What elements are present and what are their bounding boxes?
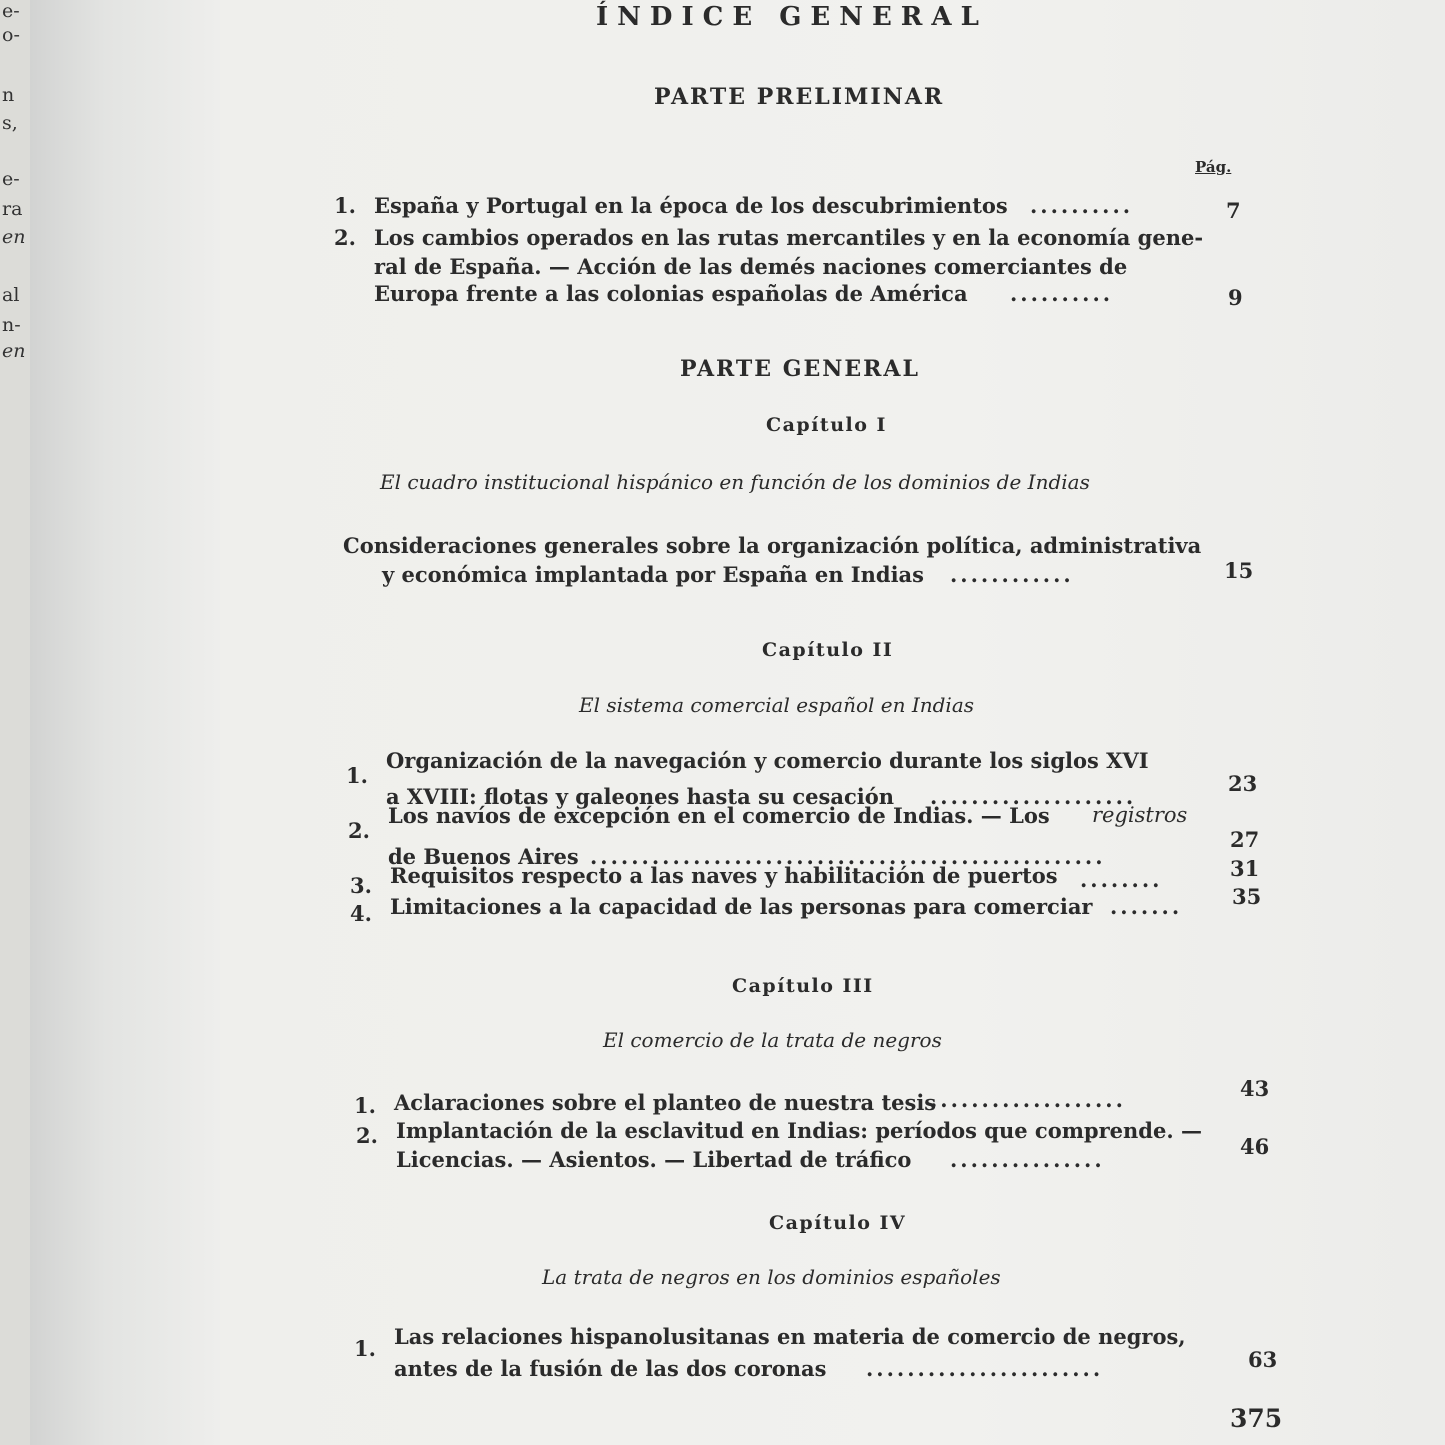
entry-text: Consideraciones generales sobre la organización política, administrativa [343, 533, 1202, 558]
entry-number: 1. [346, 763, 368, 788]
chapter-label: Capítulo III [732, 975, 874, 997]
leader-dots: ....... [1110, 894, 1183, 919]
entry-number: 2. [334, 225, 356, 250]
facing-page-fragment: n [2, 84, 15, 106]
leader-dots: ....................... [866, 1356, 1104, 1381]
entry-text: de Buenos Aires [388, 844, 579, 869]
chapter-subtitle: La trata de negros en los dominios españoles [542, 1265, 1001, 1289]
facing-page-fragment: o- [2, 24, 20, 46]
entry-number: 3. [350, 873, 372, 898]
page-ref: 35 [1232, 884, 1262, 909]
entry-number: 1. [334, 193, 356, 218]
entry-text: Implantación de la esclavitud en Indias: períodos que comprende. — [396, 1118, 1202, 1143]
facing-page-edge [0, 0, 30, 1445]
leader-dots: ............... [950, 1147, 1105, 1172]
entry-number: 2. [356, 1123, 378, 1148]
entry-number: 1. [354, 1093, 376, 1118]
page-ref: 7 [1226, 198, 1241, 223]
book-gutter [30, 0, 220, 1445]
entry-text: Los navíos de excepción en el comercio de Indias. — Los [388, 803, 1050, 828]
entry-text: Aclaraciones sobre el planteo de nuestra tesis [394, 1090, 937, 1115]
facing-page-fragment: e- [2, 168, 20, 190]
entry-text: Organización de la navegación y comercio durante los siglos XVI [386, 748, 1149, 773]
chapter-subtitle: El sistema comercial español en Indias [579, 693, 975, 717]
page-ref: 31 [1230, 856, 1260, 881]
entry-text: a XVIII: flotas y galeones hasta su cesación [386, 784, 894, 809]
entry-text: Requisitos respecto a las naves y habilitación de puertos [390, 863, 1058, 888]
leader-dots: .......... [1010, 281, 1114, 306]
page-ref: 63 [1248, 1347, 1278, 1372]
chapter-label: Capítulo II [762, 639, 894, 661]
entry-text: ral de España. — Acción de las demés naciones comerciantes de [374, 254, 1128, 279]
entry-text: Europa frente a las colonias españolas de América [374, 281, 968, 306]
entry-number: 2. [348, 818, 370, 843]
page-number: 375 [1230, 1404, 1283, 1433]
leader-dots: .................... [930, 784, 1137, 809]
chapter-label: Capítulo I [766, 414, 887, 436]
leader-dots: ........ [1080, 867, 1163, 892]
facing-page-fragment: e- [2, 0, 20, 22]
facing-page-fragment: s, [2, 112, 18, 134]
page-column-label: Pág. [1195, 158, 1232, 176]
entry-text: Licencias. — Asientos. — Libertad de tráfico [396, 1147, 912, 1172]
page-title: ÍNDICE GENERAL [596, 2, 988, 32]
section-title-general: PARTE GENERAL [680, 356, 920, 382]
facing-page-fragment: en [2, 340, 26, 362]
page-ref: 9 [1228, 285, 1243, 310]
section-title-preliminar: PARTE PRELIMINAR [654, 84, 945, 110]
entry-text: Limitaciones a la capacidad de las personas para comerciar [390, 894, 1093, 919]
entry-number: 4. [350, 901, 372, 926]
page-ref: 27 [1230, 827, 1260, 852]
leader-dots: .......... [1030, 193, 1134, 218]
facing-page-fragment: en [2, 226, 26, 248]
facing-page-fragment: n- [2, 314, 21, 336]
leader-dots: ................... [930, 1087, 1126, 1112]
page-ref: 15 [1224, 558, 1254, 583]
facing-page-fragment: ra [2, 198, 23, 220]
entry-text: antes de la fusión de las dos coronas [394, 1356, 827, 1381]
chapter-label: Capítulo IV [769, 1212, 907, 1234]
page-ref: 43 [1240, 1076, 1270, 1101]
entry-text-italic: registros [1092, 803, 1188, 827]
page-ref: 23 [1228, 771, 1258, 796]
leader-dots: .................................................. [590, 844, 1106, 869]
chapter-subtitle: El cuadro institucional hispánico en función de los dominios de Indias [380, 470, 1090, 494]
entry-text: Las relaciones hispanolusitanas en materia de comercio de negros, [394, 1324, 1186, 1349]
leader-dots: ............ [950, 562, 1074, 587]
entry-text: Los cambios operados en las rutas mercantiles y en la economía gene- [374, 225, 1204, 250]
page-ref: 46 [1240, 1134, 1270, 1159]
entry-number: 1. [354, 1336, 376, 1361]
entry-text: España y Portugal en la época de los descubrimientos [374, 193, 1008, 218]
chapter-subtitle: El comercio de la trata de negros [603, 1028, 942, 1052]
facing-page-fragment: al [2, 284, 20, 306]
entry-text: y económica implantada por España en Indias [382, 562, 924, 587]
